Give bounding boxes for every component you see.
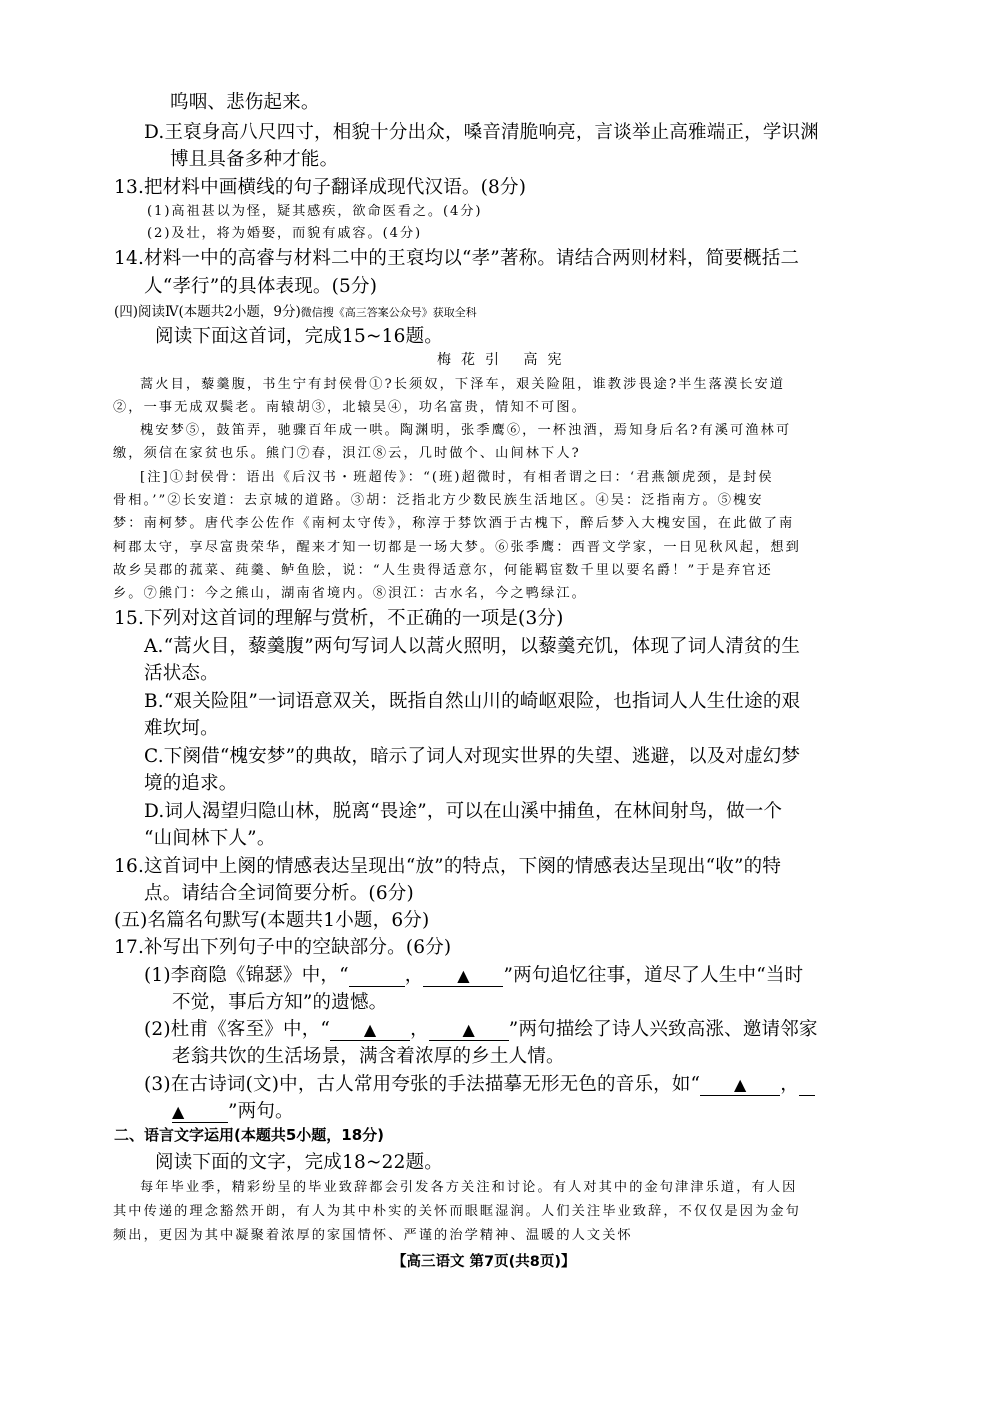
q12-option-c-continued: 呜咽、悲伤起来。 — [170, 92, 320, 113]
q17-item1-blank-2[interactable] — [423, 967, 503, 987]
poem-line-4: 缴，须信在家贫也乐。熊门⑦春，浿江⑧云，几时做个、山间林下人? — [113, 446, 581, 461]
poem-line-3: 槐安梦⑤，鼓笛弄，驰骤百年成一哄。陶渊明，张季鹰⑥，一杯浊酒，焉知身后名?有溪可渔林可 — [140, 423, 792, 438]
q17-item1-blank-1[interactable] — [349, 967, 405, 987]
q17-item3-prefix: (3)在古诗词(文)中，古人常用夸张的手法描摹无形无色的音乐，如“ — [144, 1074, 701, 1095]
q12-option-d-line2: 博且具备多种才能。 — [170, 149, 339, 170]
poem-note-3: 梦：南柯梦。唐代李公佐作《南柯太守传》，称淳于棼饮酒于古槐下，醉后梦入大槐安国，在此做了南 — [113, 516, 795, 531]
q17-item2-blank-2[interactable] — [429, 1021, 509, 1041]
q17-item3-suffix: ”两句。 — [228, 1101, 294, 1122]
section5-heading: (五)名篇名句默写(本题共1小题，6分) — [114, 910, 430, 931]
q15-option-c-line1: C.下阕借“槐安梦”的典故，暗示了词人对现实世界的失望、逃避，以及对虚幻梦 — [144, 746, 801, 767]
part2-passage-line-2: 其中传递的理念豁然开朗，有人为其中朴实的关怀而眼眶湿润。人们关注毕业致辞，不仅仅是因为金句 — [113, 1204, 801, 1219]
q17-item1-separator: ， — [404, 965, 424, 986]
part2-passage-line-1: 每年毕业季，精彩纷呈的毕业致辞都会引发各方关注和讨论。有人对其中的金句津津乐道，有人因 — [140, 1180, 798, 1195]
q17-item2-line1 — [144, 1015, 818, 1041]
q17-item2-blank-1[interactable] — [330, 1021, 410, 1041]
q14-line2: 人“孝行”的具体表现。(5分) — [144, 276, 378, 297]
q17-item3-line2 — [172, 1097, 294, 1123]
q14-line1: 14.材料一中的高睿与材料二中的王裒均以“孝”著称。请结合两则材料，简要概括二 — [114, 248, 800, 269]
poem-note-4: 柯郡太守，享尽富贵荣华，醒来才知一切都是一场大梦。⑥张季鹰：西晋文学家，一日见秋风起，想到 — [113, 540, 801, 555]
q17-item3-separator: ， — [780, 1074, 799, 1095]
q15-stem: 15.下列对这首词的理解与赏析，不正确的一项是(3分) — [114, 608, 564, 629]
q15-option-a-line1: A.“蒿火目，藜羹腹”两句写词人以蒿火照明，以藜羹充饥，体现了词人清贫的生 — [144, 636, 801, 657]
poem-line-2: ②，一事无成双鬓老。南辕胡③，北辕吴④，功名富贵，情知不可图。 — [113, 400, 587, 415]
poem-title: 梅花引 高宪 — [437, 352, 572, 368]
poem-line-1: 蒿火目，藜羹腹，书生宁有封侯骨①?长须奴，下泽车，艰关险阻，谁教涉畏途?半生落漠长安道 — [140, 377, 786, 392]
q15-option-d-line2: “山间林下人”。 — [144, 828, 276, 849]
triangle-marker-icon: ▲ — [462, 1020, 476, 1039]
q17-item2-suffix: ”两句描绘了诗人兴致高涨、邀请邻家 — [508, 1019, 818, 1040]
q15-option-b-line2: 难坎坷。 — [144, 718, 219, 739]
q13-stem: 13.把材料中画横线的句子翻译成现代汉语。(8分) — [114, 177, 527, 198]
part2-heading: 二、语言文字运用(本题共5小题，18分) — [114, 1126, 385, 1144]
section4-instruction: 阅读下面这首词，完成15~16题。 — [155, 326, 443, 347]
poem-note-6: 乡。⑦熊门：今之熊山，湖南省境内。⑧浿江：古水名，今之鸭绿江。 — [113, 586, 587, 601]
q13-item-1: (1)高祖甚以为怪，疑其感疾，欲命医看之。(4分) — [147, 204, 483, 219]
q17-item1-prefix: (1)李商隐《锦瑟》中，“ — [144, 965, 349, 986]
q17-item1-line1 — [144, 961, 803, 987]
part2-instruction: 阅读下面的文字，完成18~22题。 — [155, 1152, 443, 1173]
q15-option-a-line2: 活状态。 — [144, 663, 219, 684]
part2-passage-line-3: 频出，更因为其中凝聚着浓厚的家国情怀、严谨的治学精神、温暖的人文关怀 — [113, 1228, 633, 1243]
q17-item3-blank-2-end[interactable] — [172, 1103, 228, 1123]
page-footer: 【高三语文 第7页(共8页)】 — [392, 1254, 576, 1270]
q17-item3-blank-2-start[interactable] — [799, 1076, 815, 1096]
triangle-marker-icon: ▲ — [172, 1102, 185, 1121]
q12-option-d-line1: D.王裒身高八尺四寸，相貌十分出众，嗓音清脆响亮，言谈举止高雅端正，学识渊 — [144, 122, 819, 143]
poem-note-5: 故乡吴郡的菰菜、莼羹、鲈鱼脍，说：“人生贵得适意尔，何能羁宦数千里以要名爵！”于是弃官还 — [113, 563, 773, 578]
section4-heading — [114, 300, 477, 320]
triangle-marker-icon: ▲ — [363, 1020, 377, 1039]
q17-item1-suffix: ”两句追忆往事，道尽了人生中“当时 — [503, 965, 804, 986]
poem-note-1: [注]①封侯骨：语出《后汉书・班超传》：“(班)超微时，有相者谓之曰：‘君燕颔虎颈，是封侯 — [140, 470, 774, 485]
section4-title: (四)阅读Ⅳ(本题共2小题，9分) — [114, 304, 301, 320]
q17-item2-prefix: (2)杜甫《客至》中，“ — [144, 1019, 331, 1040]
poem-note-2: 骨相。’”②长安道：去京城的道路。③胡：泛指北方少数民族生活地区。④吴：泛指南方。⑤槐安 — [113, 493, 764, 508]
q17-stem: 17.补写出下列句子中的空缺部分。(6分) — [114, 937, 452, 958]
q17-item3-line1 — [144, 1070, 815, 1096]
q17-item1-line2: 不觉，事后方知”的遗憾。 — [172, 992, 388, 1013]
q17-item2-line2: 老翁共饮的生活场景，满含着浓厚的乡土人情。 — [172, 1046, 565, 1067]
q17-item2-separator: ， — [410, 1019, 429, 1040]
q13-item-2: (2)及壮，将为婚娶，而貌有戚容。(4分) — [147, 226, 423, 241]
q16-line1: 16.这首词中上阕的情感表达呈现出“放”的特点，下阕的情感表达呈现出“收”的特 — [114, 856, 782, 877]
q15-option-c-line2: 境的追求。 — [144, 773, 238, 794]
watermark-text: 微信搜《高三答案公众号》获取全科 — [300, 306, 477, 319]
triangle-marker-icon: ▲ — [457, 966, 470, 985]
q15-option-d-line1: D.词人渴望归隐山林，脱离“畏途”，可以在山溪中捕鱼，在林间射鸟，做一个 — [144, 801, 783, 822]
q17-item3-blank-1[interactable] — [700, 1076, 780, 1096]
q16-line2: 点。请结合全词简要分析。(6分) — [144, 883, 414, 904]
q15-option-b-line1: B.“艰关险阻”一词语意双关，既指自然山川的崎岖艰险，也指词人人生仕途的艰 — [144, 691, 801, 712]
triangle-marker-icon: ▲ — [733, 1075, 747, 1094]
